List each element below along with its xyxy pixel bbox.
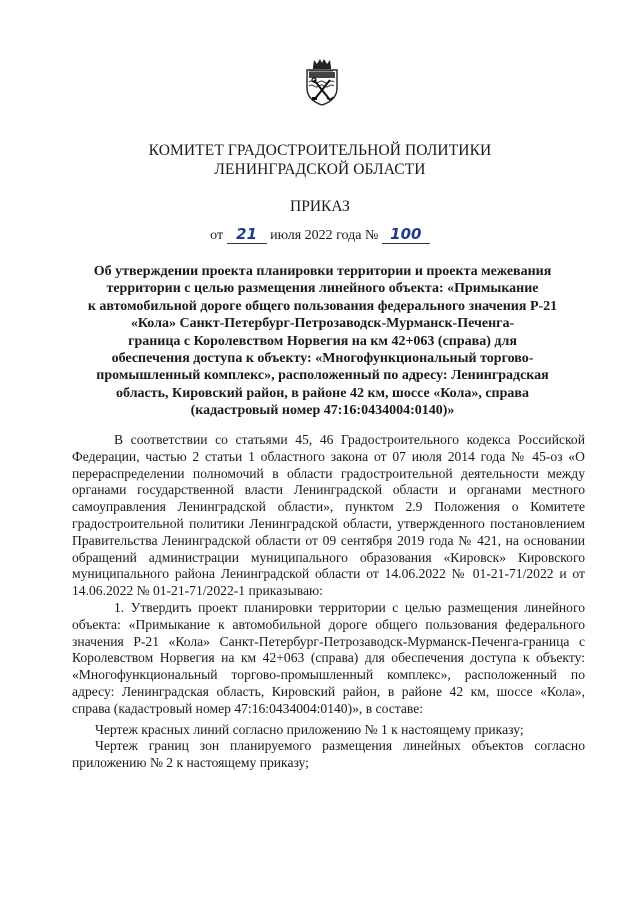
date-middle-text: июля 2022 года № [270,228,379,243]
document-type: ПРИКАЗ [290,198,350,215]
list-item: Чертеж границ зон планируемого размещения линейных объектов согласно приложению № 2 к настоящему приказу; [72,738,585,771]
date-prefix: от [210,228,224,243]
preamble-paragraph: В соответствии со статьями 45, 46 Градостроительного кодекса Российской Федерации, частью 2 статьи 1 областного закона от 07 июля 2014 года № 45-оз «О перераспределении полномочий в области градостроительной деятельности между органами государственной власти Ленинградской области и органами местного самоуправления Ленинградской области», пунктом 2.9 Положения о Комитете градостроительной политики Ленинградской области, утвержденного постановлением Правительства Ленинградской области от 09 сентября 2019 года № 421, на основании обращений администрации муниципального образования «Кировск» Кировского муниципального района Ленинградской области от 14.06.2022 № 01-21-71/2022 и от 14.06.2022 № 01-21-71/2022-1 приказываю: [72,432,585,599]
coat-of-arms-icon [304,58,340,106]
title-line: к автомобильной дороге общего пользования федерального значения Р-21 [87,298,558,314]
order-title [75,263,570,420]
title-line: (кадастровый номер 47:16:0434004:0140)» [190,403,455,419]
handwritten-order-number: 100 [382,225,430,244]
order-body [72,432,585,772]
title-line: обеспечения доступа к объекту: «Многофункциональный торгово- [111,351,534,367]
committee-name-line1: КОМИТЕТ ГРАДОСТРОИТЕЛЬНОЙ ПОЛИТИКИ [148,142,492,159]
title-line: территории с целью размещения линейного объекта: «Примыкание [106,281,539,297]
title-line: промышленный комплекс», расположенный по адресу: Ленинградская [96,368,549,384]
title-line: «Кола» Санкт-Петербург-Петрозаводск-Мурманск-Печенга- [130,316,515,332]
handwritten-day: 21 [227,225,267,244]
title-line: граница с Королевством Норвегия на км 42+063 (справа) для [128,333,517,349]
title-line: область, Кировский район, в районе 42 км, шоссе «Кола», справа [116,385,529,401]
order-date-line [0,225,640,245]
item-1-paragraph: 1. Утвердить проект планировки территории с целью размещения линейного объекта: «Примыкание к автомобильной дороге общего пользования федерального значения Р-21 «Кола» Санкт-Петербург-Петрозаводск-Мурманск-Печенга-граница с Королевством Норвегия на км 42+063 (справа) для обеспечения доступа к объекту: «Многофункциональный торгово-промышленный комплекс», расположенный по адресу: Ленинградская область, Кировский район, в районе 42 км, шоссе «Кола», справа (кадастровый номер 47:16:0434004:0140)», в составе: [72,599,585,716]
list-item: Чертеж красных линий согласно приложению № 1 к настоящему приказу; [95,721,524,737]
title-line: Об утверждении проекта планировки территории и проекта межевания [93,264,552,279]
committee-name-line2: ЛЕНИНГРАДСКОЙ ОБЛАСТИ [214,161,426,178]
